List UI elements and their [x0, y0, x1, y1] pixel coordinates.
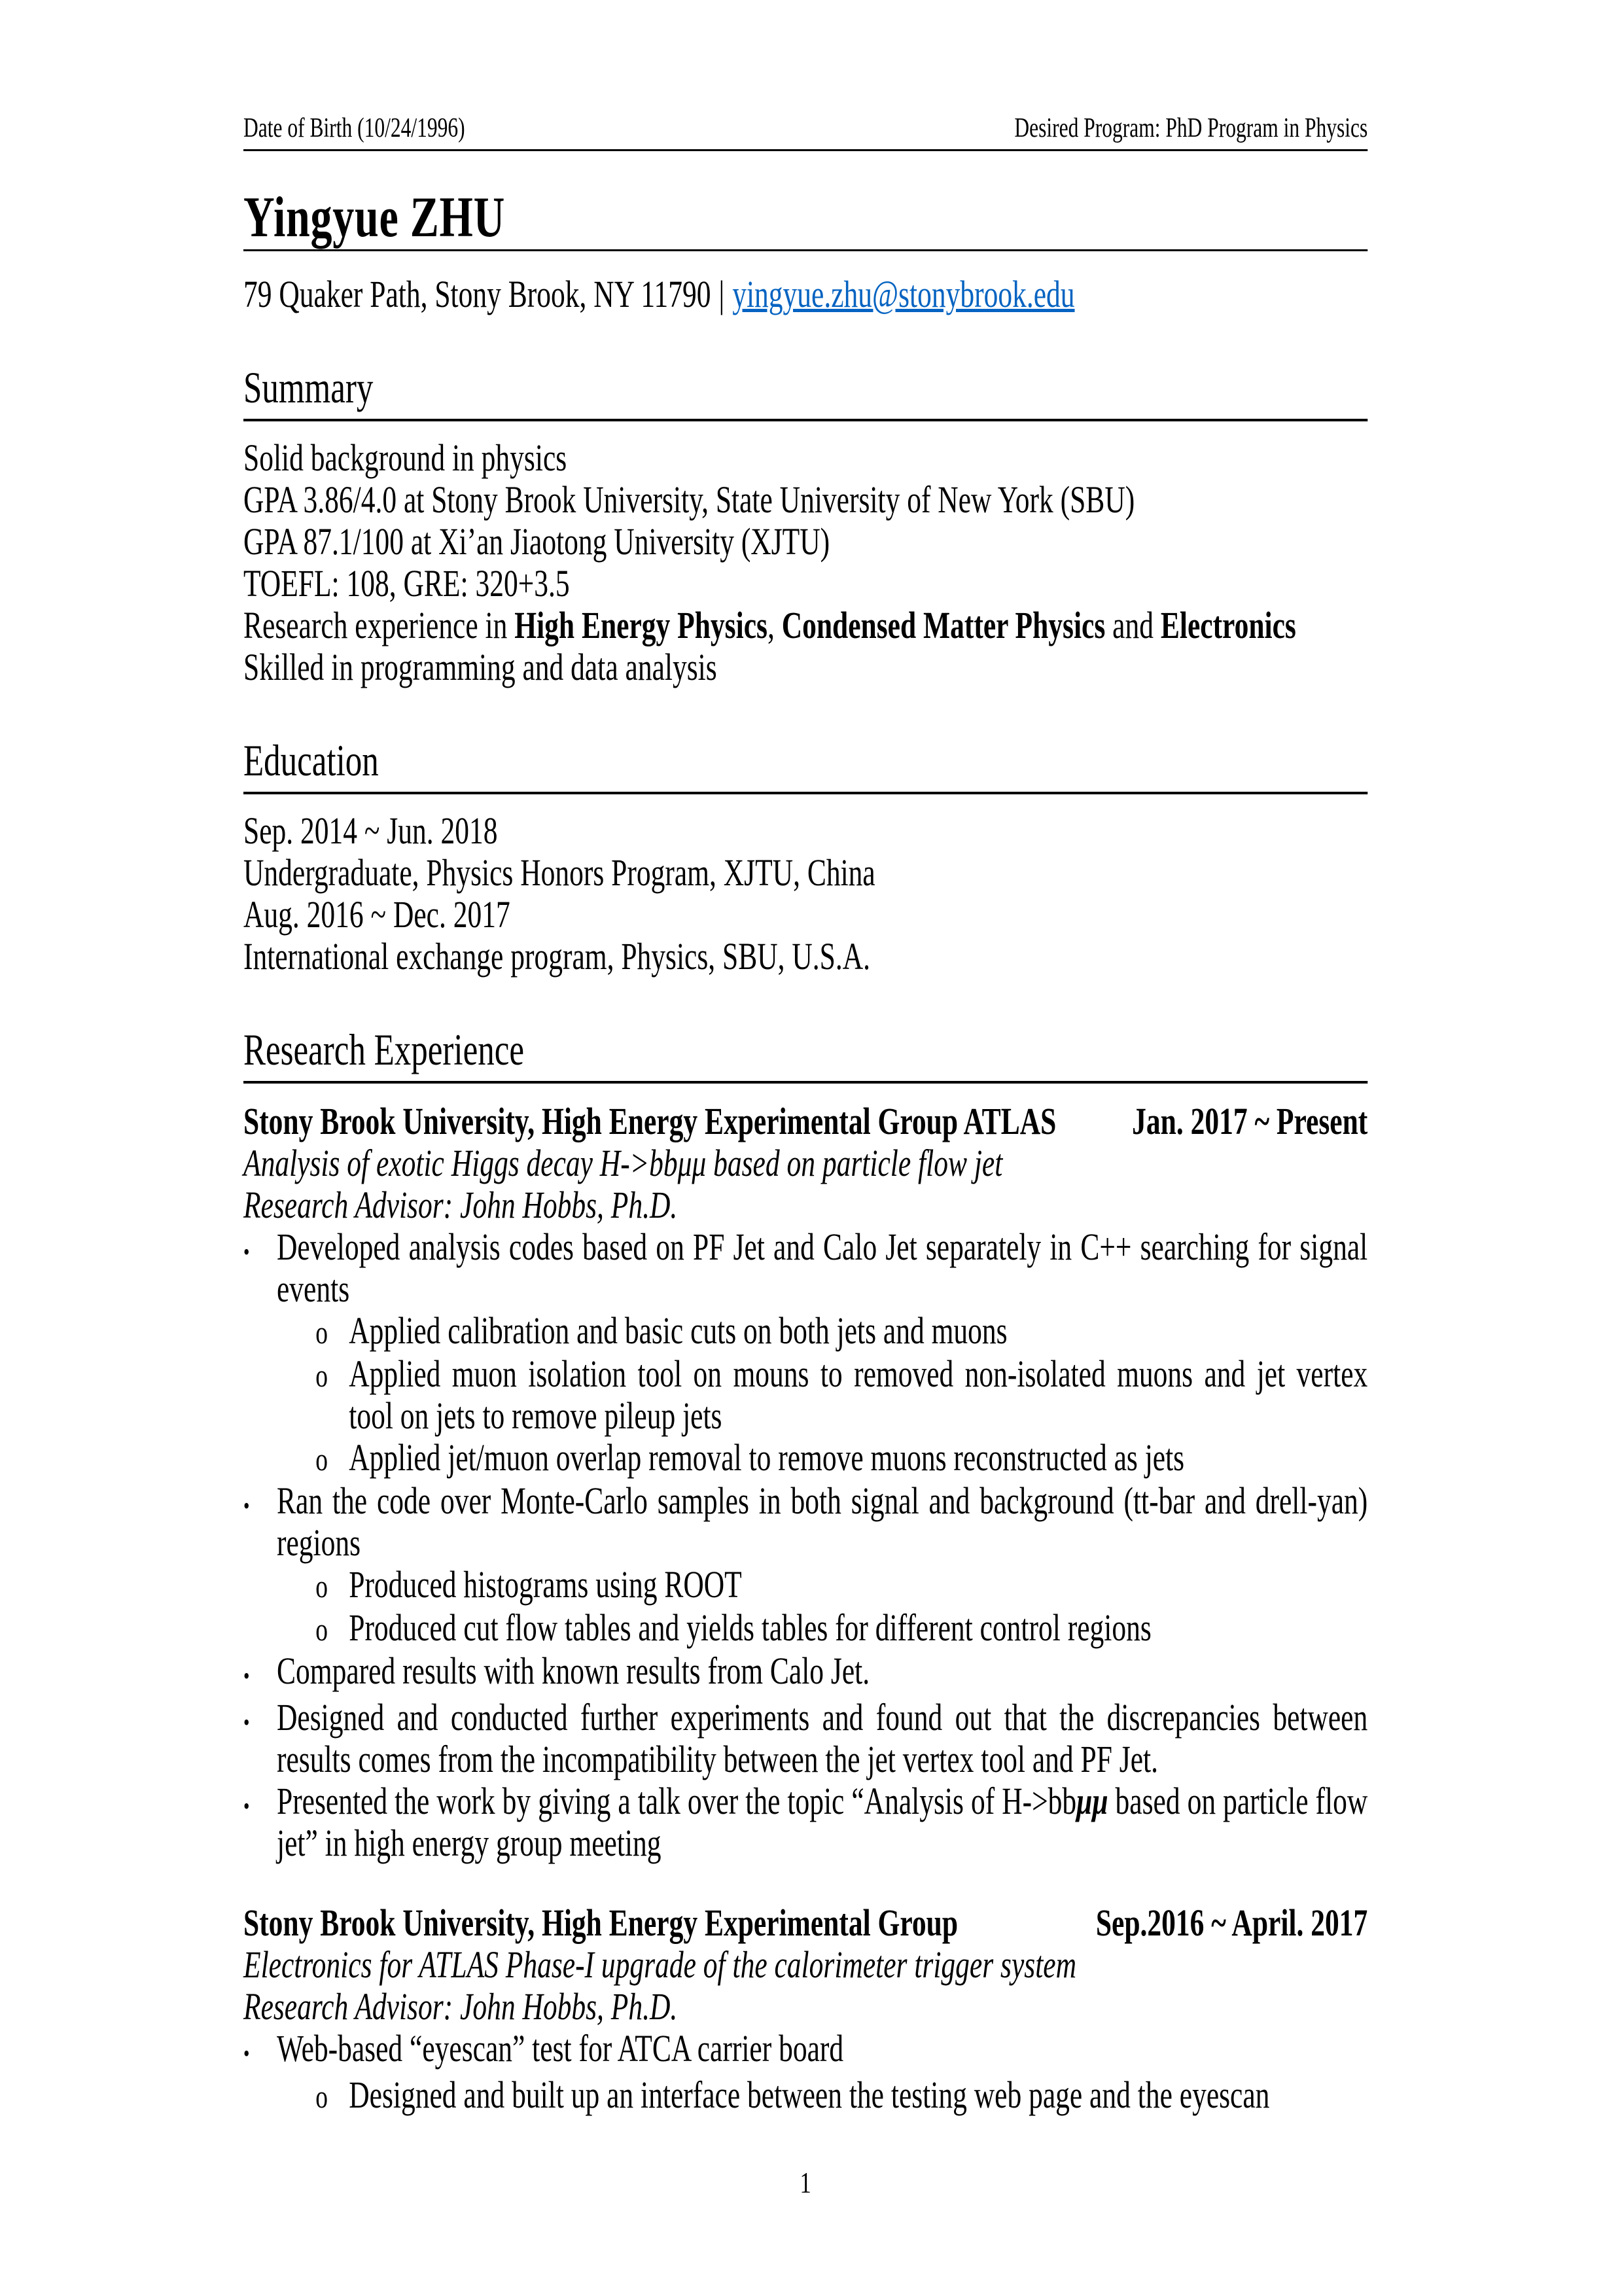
experience-title: Stony Brook University, High Energy Experimental Group ATLAS: [243, 1100, 1057, 1142]
presented-mu-bold: μμ: [1076, 1780, 1108, 1822]
sub-bullet-item: [315, 1310, 1367, 1353]
bullet-text: Compared results with known results from Calo Jet.: [277, 1650, 870, 1692]
experience-subtitle: Analysis of exotic Higgs decay H->bbμμ based on particle flow jet: [243, 1142, 1003, 1184]
sub-bullet-text: Applied jet/muon overlap removal to remove muons reconstructed as jets: [349, 1436, 1185, 1479]
section-summary: [243, 362, 1367, 688]
page-number: 1: [800, 2166, 811, 2199]
circle-bullet-icon: o: [315, 1568, 328, 1604]
summary-rule: [243, 419, 1367, 421]
bullet-text: Ran the code over Monte-Carlo samples in both signal and background (tt-bar and drell-yan) regions: [277, 1479, 1368, 1564]
bullet-text-presented: [277, 1780, 1367, 1864]
summary-sep1: ,: [767, 604, 782, 646]
summary-research-pre: Research experience in: [243, 604, 515, 646]
education-item-desc: International exchange program, Physics, SBU, U.S.A.: [243, 935, 871, 978]
experience-subtitle: Electronics for ATLAS Phase-I upgrade of the calorimeter trigger system: [243, 1943, 1077, 1986]
experience-title-row: [243, 1902, 1367, 1944]
name-rule: [243, 249, 1367, 251]
sub-bullet-item: [315, 1564, 1367, 1607]
experience-dates: Jan. 2017 ~ Present: [1132, 1100, 1368, 1142]
summary-heading: Summary: [243, 362, 374, 412]
sub-bullet-text: Applied muon isolation tool on mouns to removed non-isolated muons and jet vertex tool on jets to remove pileup jets: [349, 1352, 1368, 1437]
email-link[interactable]: yingyue.zhu@stonybrook.edu: [732, 273, 1075, 315]
sub-bullet-item: [315, 2074, 1367, 2117]
header-desired-program: Desired Program: PhD Program in Physics: [1014, 113, 1368, 143]
experience-dates: Sep.2016 ~ April. 2017: [1095, 1901, 1368, 1944]
sub-bullet-item: [315, 1607, 1367, 1650]
summary-body: [243, 437, 1367, 688]
bullet-icon: •: [243, 1492, 250, 1519]
sub-bullet-text: Produced histograms using ROOT: [349, 1563, 742, 1606]
bullet-icon: •: [243, 1239, 250, 1265]
education-item-dates: Sep. 2014 ~ Jun. 2018: [243, 809, 498, 852]
contact-line: [243, 274, 1367, 315]
circle-bullet-icon: o: [315, 1314, 328, 1351]
bullet-item: [243, 1697, 1367, 1780]
circle-bullet-icon: o: [315, 1611, 328, 1648]
circle-bullet-icon: o: [315, 2078, 328, 2115]
section-education: [243, 735, 1367, 978]
header-date-of-birth: Date of Birth (10/24/1996): [243, 113, 465, 143]
bullet-item: [243, 1650, 1367, 1697]
bullet-icon: •: [243, 1793, 250, 1819]
experience-atlas: [243, 1101, 1367, 1864]
experience-title-row: [243, 1101, 1367, 1142]
education-item-desc: Undergraduate, Physics Honors Program, XJTU, China: [243, 851, 875, 894]
summary-line-research: [243, 605, 1367, 646]
presented-post: based on particle flow jet” in high energy group meeting: [277, 1780, 1368, 1864]
section-research: [243, 1025, 1367, 2117]
sub-bullet-text: Produced cut flow tables and yields tables for different control regions: [349, 1606, 1152, 1649]
experience-advisor: Research Advisor: John Hobbs, Ph.D.: [243, 1985, 678, 2028]
bullet-item: [243, 1226, 1367, 1310]
sub-bullet-text: Designed and built up an interface between the testing web page and the eyescan: [349, 2074, 1270, 2116]
bullet-text: Designed and conducted further experiments and found out that the discrepancies between results comes from the incompatibility between the jet vertex tool and PF Jet.: [277, 1696, 1368, 1780]
header-rule: [243, 149, 1367, 151]
bullet-icon: •: [243, 2040, 250, 2066]
resume-content: [243, 0, 1367, 2200]
bullet-item: [243, 2028, 1367, 2074]
education-item-dates: Aug. 2016 ~ Dec. 2017: [243, 893, 510, 936]
research-rule: [243, 1081, 1367, 1084]
contact-separator: |: [718, 273, 725, 315]
sub-bullet-item: [315, 1353, 1367, 1437]
sub-bullet-item: [315, 1437, 1367, 1480]
experience-electronics: [243, 1902, 1367, 2117]
summary-line: Skilled in programming and data analysis: [243, 646, 717, 688]
circle-bullet-icon: o: [315, 1357, 328, 1394]
experience-advisor: Research Advisor: John Hobbs, Ph.D.: [243, 1184, 678, 1226]
summary-sep2: and: [1105, 604, 1161, 646]
page-header: [243, 0, 1367, 151]
bullet-text: Web-based “eyescan” test for ATCA carrier board: [277, 2027, 844, 2070]
bullet-item: [243, 1780, 1367, 1864]
summary-line: GPA 3.86/4.0 at Stony Brook University, State University of New York (SBU): [243, 478, 1135, 521]
bullet-icon: •: [243, 1709, 250, 1735]
education-rule: [243, 792, 1367, 794]
research-heading: Research Experience: [243, 1025, 524, 1074]
bullet-text: Developed analysis codes based on PF Jet and Calo Jet separately in C++ searching for signal events: [277, 1226, 1368, 1310]
summary-bold-cmp: Condensed Matter Physics: [781, 604, 1106, 646]
summary-line: TOEFL: 108, GRE: 320+3.5: [243, 562, 570, 605]
summary-line: Solid background in physics: [243, 436, 567, 479]
summary-bold-hep: High Energy Physics: [514, 604, 767, 646]
presented-pre: Presented the work by giving a talk over the topic “Analysis of H->bb: [277, 1780, 1077, 1822]
bullet-item: [243, 1480, 1367, 1564]
circle-bullet-icon: o: [315, 1441, 328, 1477]
summary-line: GPA 87.1/100 at Xi’an Jiaotong University (XJTU): [243, 520, 830, 563]
summary-bold-electronics: Electronics: [1160, 604, 1296, 646]
header-row: [243, 0, 1367, 144]
sub-bullet-text: Applied calibration and basic cuts on both jets and muons: [349, 1309, 1008, 1352]
bullet-icon: •: [243, 1663, 250, 1689]
education-body: [243, 810, 1367, 978]
candidate-name: Yingyue ZHU: [243, 186, 506, 249]
contact-address: 79 Quaker Path, Stony Brook, NY 11790: [243, 273, 711, 315]
experience-title: Stony Brook University, High Energy Experimental Group: [243, 1901, 959, 1944]
education-heading: Education: [243, 735, 379, 785]
